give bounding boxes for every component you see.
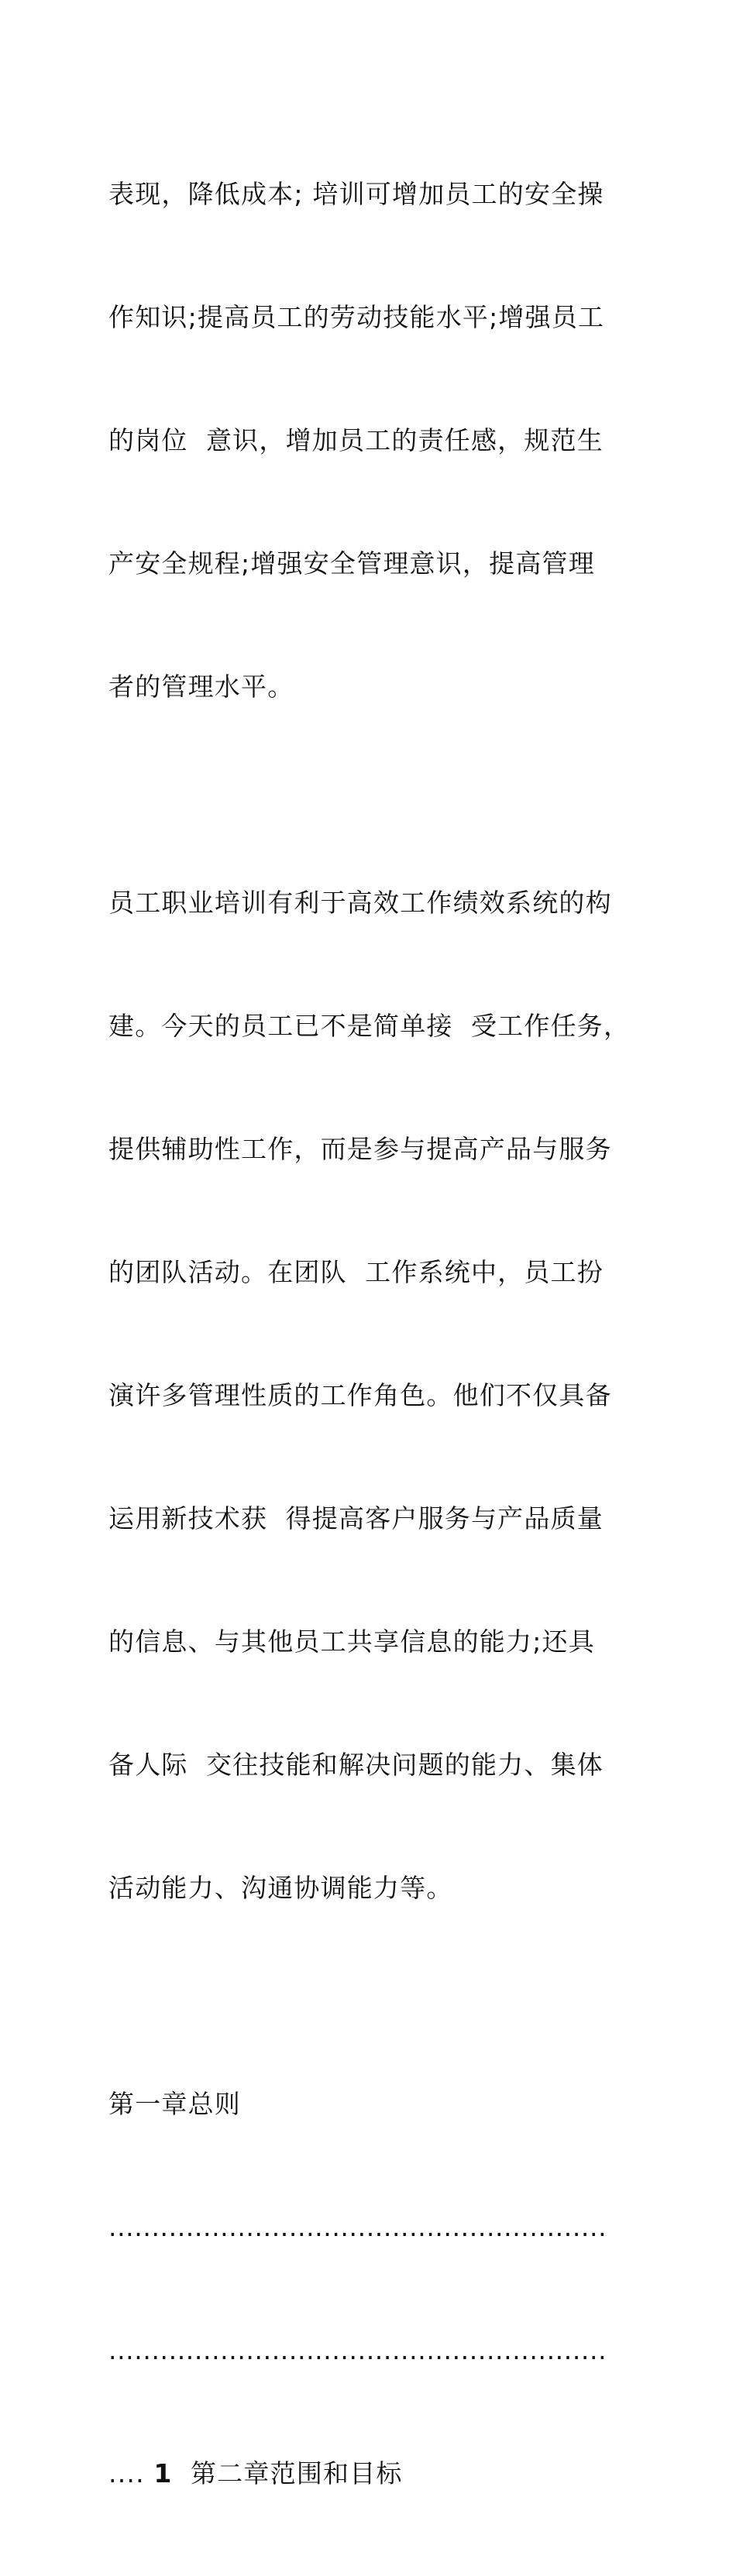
toc-leader-dots: .... [108, 2458, 145, 2488]
toc-page-number[interactable]: 1 [153, 2458, 173, 2488]
document-page [108, 91, 631, 2576]
toc-leader-dots: .......................................................... [108, 2335, 607, 2365]
text-line: 活动能力、沟通协调能力等。 [108, 1873, 453, 1903]
toc-leader-dots: .......................................................... [108, 2212, 607, 2242]
text-line: 员工职业培训有利于高效工作绩效系统的构 [108, 888, 612, 918]
text-line: 运用新技术获 得提高客户服务与产品质量 [108, 1503, 604, 1534]
text-line: 作知识;提高员工的劳动技能水平;增强员工 [108, 302, 605, 332]
table-of-contents [108, 2001, 628, 2576]
text-line: 提供辅助性工作，而是参与提高产品与服务 [108, 1134, 612, 1164]
text-line: 的团队活动。在团队 工作系统中，员工扮 [108, 1257, 604, 1287]
toc-chapter1-title[interactable]: 第一章总则 [108, 2089, 241, 2119]
text-line: 备人际 交往技能和解决问题的能力、集体 [108, 1750, 604, 1780]
text-line: 表现，降低成本; 培训可增加员工的安全操 [108, 179, 604, 209]
text-line: 者的管理水平。 [108, 671, 294, 702]
toc-line-chapter2 [108, 2453, 628, 2494]
paragraph-training-benefits [108, 91, 628, 789]
text-line: 建。今天的员工已不是简单接 受工作任务， [108, 1011, 631, 1041]
paragraph-performance-system [108, 800, 631, 1990]
text-line: 演许多管理性质的工作角色。他们不仅具备 [108, 1380, 612, 1410]
text-line: 的岗位 意识，增加员工的责任感，规范生 [108, 425, 604, 455]
text-line: 产安全规程;增强安全管理意识，提高管理 [108, 548, 595, 579]
text-line: 的信息、与其他员工共享信息的能力;还具 [108, 1626, 595, 1657]
toc-chapter2-title[interactable]: 第二章范围和目标 [191, 2458, 403, 2488]
